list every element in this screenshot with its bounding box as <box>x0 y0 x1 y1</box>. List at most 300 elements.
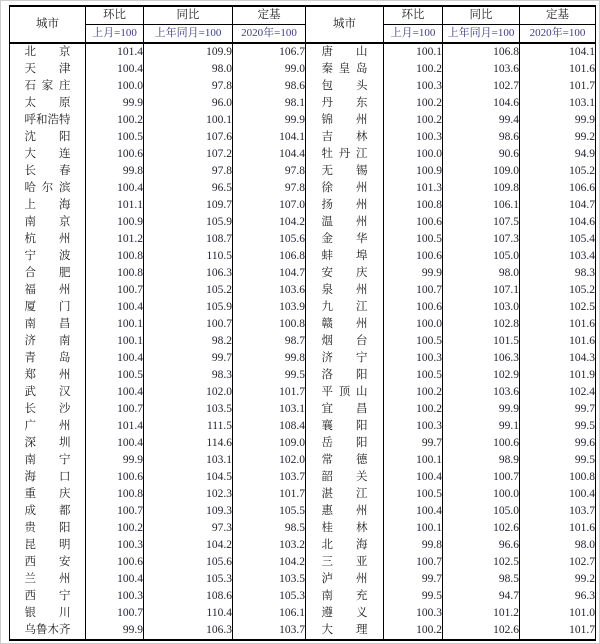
city-name <box>306 248 384 265</box>
index-value: 101.7 <box>520 622 596 640</box>
index-value: 105.5 <box>233 503 306 520</box>
city-name <box>10 367 86 384</box>
table-row <box>10 231 596 248</box>
city-name <box>10 248 86 265</box>
index-value: 103.1 <box>520 95 596 112</box>
city-name-text: 吉林 <box>321 131 368 143</box>
city-name <box>306 469 384 486</box>
city-name-text: 金华 <box>321 233 368 245</box>
index-value: 106.3 <box>144 622 233 640</box>
index-value: 105.2 <box>520 163 596 180</box>
city-name <box>10 43 86 61</box>
index-value: 107.6 <box>144 129 233 146</box>
table-row <box>10 299 596 316</box>
index-value: 102.3 <box>144 486 233 503</box>
header-mom-right: 环比 <box>384 6 443 25</box>
index-value: 105.6 <box>144 554 233 571</box>
index-value: 99.7 <box>384 571 443 588</box>
city-name-text: 宜昌 <box>321 403 368 415</box>
index-value: 109.3 <box>144 503 233 520</box>
index-value: 96.5 <box>144 180 233 197</box>
table-row <box>10 384 596 401</box>
index-value: 107.5 <box>443 214 520 231</box>
index-value: 101.4 <box>86 418 144 435</box>
index-value: 106.6 <box>520 180 596 197</box>
city-name <box>10 163 86 180</box>
index-value: 100.2 <box>384 61 443 78</box>
table-row <box>10 401 596 418</box>
index-value: 100.7 <box>86 401 144 418</box>
index-value: 99.9 <box>86 452 144 469</box>
index-value: 100.8 <box>233 316 306 333</box>
index-value: 100.6 <box>86 146 144 163</box>
city-name-text: 泉州 <box>321 284 368 296</box>
index-value: 99.9 <box>520 112 596 129</box>
index-value: 100.4 <box>86 299 144 316</box>
index-value: 100.8 <box>384 197 443 214</box>
index-value: 100.1 <box>86 316 144 333</box>
city-name <box>306 180 384 197</box>
index-value: 100.8 <box>520 469 596 486</box>
city-name <box>10 214 86 231</box>
index-value: 101.7 <box>233 486 306 503</box>
table-row <box>10 248 596 265</box>
index-value: 106.8 <box>443 43 520 61</box>
city-price-index-table <box>9 5 596 641</box>
index-value: 110.5 <box>144 248 233 265</box>
city-name <box>10 95 86 112</box>
city-name <box>10 333 86 350</box>
index-value: 98.5 <box>443 571 520 588</box>
index-value: 99.6 <box>520 435 596 452</box>
index-value: 106.3 <box>144 265 233 282</box>
city-name <box>306 418 384 435</box>
index-value: 100.6 <box>384 214 443 231</box>
index-value: 100.2 <box>384 401 443 418</box>
city-name <box>10 180 86 197</box>
city-name-text: 锦州 <box>321 114 368 126</box>
index-value: 102.0 <box>233 452 306 469</box>
index-value: 101.5 <box>443 333 520 350</box>
index-value: 104.6 <box>443 95 520 112</box>
index-value: 100.4 <box>86 350 144 367</box>
city-name <box>306 350 384 367</box>
city-name-text: 杭州 <box>24 233 71 245</box>
index-value: 103.7 <box>520 503 596 520</box>
index-value: 98.1 <box>233 95 306 112</box>
index-value: 106.7 <box>233 43 306 61</box>
city-name-text: 福州 <box>24 284 71 296</box>
city-name-text: 呼和浩特 <box>24 114 71 126</box>
table-row <box>10 571 596 588</box>
index-value: 99.5 <box>233 367 306 384</box>
index-value: 103.0 <box>443 299 520 316</box>
index-value: 104.6 <box>520 214 596 231</box>
index-value: 101.1 <box>86 197 144 214</box>
subheader-base-right: 2020年=100 <box>520 25 596 44</box>
index-value: 101.6 <box>520 520 596 537</box>
city-name-text: 牡丹江 <box>321 148 368 160</box>
index-value: 97.3 <box>144 520 233 537</box>
index-value: 110.4 <box>144 605 233 622</box>
index-value: 100.4 <box>86 571 144 588</box>
index-value: 102.5 <box>520 299 596 316</box>
index-value: 102.9 <box>443 367 520 384</box>
city-name <box>10 520 86 537</box>
city-name-text: 宁波 <box>24 250 71 262</box>
index-value: 98.3 <box>520 265 596 282</box>
index-value: 100.5 <box>384 486 443 503</box>
city-name-text: 温州 <box>321 216 368 228</box>
city-name <box>306 316 384 333</box>
index-value: 108.7 <box>144 231 233 248</box>
city-name <box>10 146 86 163</box>
index-value: 99.1 <box>443 418 520 435</box>
city-name-text: 九江 <box>321 301 368 313</box>
city-name-text: 成都 <box>24 505 71 517</box>
index-value: 101.6 <box>520 316 596 333</box>
city-name <box>306 384 384 401</box>
table-body <box>10 43 596 640</box>
city-name <box>10 418 86 435</box>
index-value: 100.0 <box>86 78 144 95</box>
index-value: 103.6 <box>233 282 306 299</box>
index-value: 104.1 <box>520 43 596 61</box>
city-name-text: 南充 <box>321 590 368 602</box>
index-value: 108.4 <box>233 418 306 435</box>
header-row-sub <box>10 25 596 44</box>
index-value: 103.1 <box>144 452 233 469</box>
index-value: 98.0 <box>144 61 233 78</box>
city-name-text: 安庆 <box>321 267 368 279</box>
index-value: 98.0 <box>443 265 520 282</box>
index-value: 100.6 <box>86 469 144 486</box>
header-row-main <box>10 6 596 25</box>
city-name <box>306 333 384 350</box>
index-value: 100.1 <box>144 112 233 129</box>
header-base-right: 定基 <box>520 6 596 25</box>
index-value: 102.5 <box>443 554 520 571</box>
city-name-text: 上海 <box>24 199 71 211</box>
table-row <box>10 350 596 367</box>
table-row <box>10 622 596 640</box>
subheader-mom-left: 上月=100 <box>86 25 144 44</box>
city-name-text: 遵义 <box>321 607 368 619</box>
header-mom-left: 环比 <box>86 6 144 25</box>
index-value: 99.9 <box>233 112 306 129</box>
city-name <box>306 146 384 163</box>
city-name-text: 惠州 <box>321 505 368 517</box>
index-value: 107.1 <box>443 282 520 299</box>
index-value: 105.2 <box>144 282 233 299</box>
city-name-text: 贵阳 <box>24 522 71 534</box>
index-value: 98.0 <box>520 537 596 554</box>
city-name-text: 包头 <box>321 80 368 92</box>
city-name-text: 广州 <box>24 420 71 432</box>
city-name-text: 扬州 <box>321 199 368 211</box>
index-value: 109.0 <box>233 435 306 452</box>
city-name <box>306 231 384 248</box>
city-name-text: 秦皇岛 <box>321 63 368 75</box>
city-name-text: 常德 <box>321 454 368 466</box>
index-value: 104.2 <box>233 554 306 571</box>
index-value: 103.6 <box>443 384 520 401</box>
index-value: 99.0 <box>233 61 306 78</box>
city-name <box>306 78 384 95</box>
index-value: 100.0 <box>443 486 520 503</box>
city-name-text: 唐山 <box>321 46 368 58</box>
index-value: 100.7 <box>86 503 144 520</box>
index-value: 98.9 <box>443 452 520 469</box>
index-value: 106.3 <box>443 350 520 367</box>
city-name-text: 昆明 <box>24 539 71 551</box>
index-value: 100.3 <box>384 129 443 146</box>
index-value: 100.4 <box>86 61 144 78</box>
index-value: 100.9 <box>86 214 144 231</box>
city-name <box>306 61 384 78</box>
city-name-text: 乌鲁木齐 <box>24 624 71 636</box>
city-name <box>10 554 86 571</box>
index-value: 99.7 <box>144 350 233 367</box>
index-value: 109.9 <box>144 43 233 61</box>
subheader-yoy-right: 上年同月=100 <box>443 25 520 44</box>
city-name <box>10 231 86 248</box>
index-value: 96.6 <box>443 537 520 554</box>
index-value: 99.5 <box>520 418 596 435</box>
index-value: 94.7 <box>443 588 520 605</box>
index-value: 105.4 <box>520 231 596 248</box>
index-value: 100.7 <box>86 282 144 299</box>
table-row <box>10 78 596 95</box>
index-value: 98.6 <box>443 129 520 146</box>
index-value: 100.5 <box>86 129 144 146</box>
table-row <box>10 265 596 282</box>
table-row <box>10 180 596 197</box>
table-row <box>10 435 596 452</box>
city-name-text: 南宁 <box>24 454 71 466</box>
index-value: 100.4 <box>384 469 443 486</box>
index-value: 105.9 <box>144 214 233 231</box>
index-value: 100.6 <box>384 299 443 316</box>
city-name-text: 南昌 <box>24 318 71 330</box>
city-name-text: 南京 <box>24 216 71 228</box>
index-value: 100.2 <box>384 384 443 401</box>
index-value: 100.4 <box>86 435 144 452</box>
index-value: 100.5 <box>384 231 443 248</box>
city-name <box>306 503 384 520</box>
index-value: 107.3 <box>443 231 520 248</box>
index-value: 103.7 <box>233 622 306 640</box>
table-row <box>10 61 596 78</box>
index-value: 109.0 <box>443 163 520 180</box>
index-value: 100.5 <box>86 367 144 384</box>
index-value: 105.0 <box>443 503 520 520</box>
index-value: 97.8 <box>233 180 306 197</box>
table-row <box>10 588 596 605</box>
city-name-text: 北京 <box>24 46 71 58</box>
index-value: 99.8 <box>86 163 144 180</box>
index-value: 94.9 <box>520 146 596 163</box>
city-name-text: 洛阳 <box>321 369 368 381</box>
city-name <box>306 112 384 129</box>
index-value: 100.6 <box>384 248 443 265</box>
city-name <box>10 265 86 282</box>
index-value: 96.3 <box>520 588 596 605</box>
city-name <box>306 452 384 469</box>
index-value: 99.8 <box>384 537 443 554</box>
table-row <box>10 537 596 554</box>
city-name <box>306 401 384 418</box>
table-row <box>10 469 596 486</box>
city-name <box>10 588 86 605</box>
index-value: 100.4 <box>384 503 443 520</box>
index-value: 100.3 <box>384 78 443 95</box>
city-name-text: 太原 <box>24 97 71 109</box>
city-name <box>306 197 384 214</box>
index-value: 99.4 <box>443 112 520 129</box>
index-value: 104.7 <box>520 197 596 214</box>
index-value: 100.7 <box>144 316 233 333</box>
city-name-text: 深圳 <box>24 437 71 449</box>
index-value: 102.8 <box>443 316 520 333</box>
city-name <box>10 622 86 640</box>
index-value: 106.1 <box>233 605 306 622</box>
city-name-text: 丹东 <box>321 97 368 109</box>
index-value: 101.6 <box>520 333 596 350</box>
index-value: 102.4 <box>520 384 596 401</box>
city-name-text: 西宁 <box>24 590 71 602</box>
index-value: 100.2 <box>86 520 144 537</box>
city-name-text: 厦门 <box>24 301 71 313</box>
index-value: 103.4 <box>520 248 596 265</box>
index-value: 99.7 <box>384 435 443 452</box>
table-header <box>10 6 596 43</box>
city-name <box>10 197 86 214</box>
index-value: 101.9 <box>520 367 596 384</box>
index-value: 105.0 <box>443 248 520 265</box>
index-value: 100.1 <box>86 333 144 350</box>
index-value: 100.2 <box>86 112 144 129</box>
index-value: 99.9 <box>86 95 144 112</box>
index-value: 106.1 <box>443 197 520 214</box>
index-value: 101.7 <box>520 78 596 95</box>
index-value: 100.5 <box>384 367 443 384</box>
city-name-text: 海口 <box>24 471 71 483</box>
index-value: 100.4 <box>86 180 144 197</box>
index-value: 100.3 <box>86 588 144 605</box>
index-value: 100.7 <box>443 469 520 486</box>
city-name <box>306 520 384 537</box>
index-value: 100.3 <box>384 605 443 622</box>
header-city-right: 城市 <box>306 6 384 43</box>
index-value: 100.4 <box>520 486 596 503</box>
header-yoy-left: 同比 <box>144 6 233 25</box>
city-name <box>10 452 86 469</box>
city-name <box>306 537 384 554</box>
city-name <box>10 486 86 503</box>
index-value: 98.6 <box>233 78 306 95</box>
table-row <box>10 503 596 520</box>
city-name-text: 泸州 <box>321 573 368 585</box>
city-name-text: 长沙 <box>24 403 71 415</box>
city-name-text: 岳阳 <box>321 437 368 449</box>
index-value: 101.7 <box>233 384 306 401</box>
city-name-text: 天津 <box>24 63 71 75</box>
table-row <box>10 554 596 571</box>
index-value: 104.2 <box>144 537 233 554</box>
city-name <box>306 43 384 61</box>
city-name <box>10 61 86 78</box>
index-value: 97.8 <box>144 163 233 180</box>
city-name <box>10 435 86 452</box>
city-name-text: 重庆 <box>24 488 71 500</box>
index-value: 100.0 <box>384 146 443 163</box>
city-name <box>10 299 86 316</box>
index-value: 105.3 <box>144 571 233 588</box>
city-name <box>10 78 86 95</box>
index-value: 100.2 <box>384 622 443 640</box>
index-value: 96.0 <box>144 95 233 112</box>
index-value: 100.1 <box>384 520 443 537</box>
city-name-text: 徐州 <box>321 182 368 194</box>
city-name <box>10 350 86 367</box>
index-value: 103.9 <box>233 299 306 316</box>
city-name <box>306 571 384 588</box>
table-row <box>10 112 596 129</box>
index-value: 107.2 <box>144 146 233 163</box>
index-value: 106.8 <box>233 248 306 265</box>
index-value: 103.7 <box>233 469 306 486</box>
city-name-text: 桂林 <box>321 522 368 534</box>
table-row <box>10 520 596 537</box>
index-value: 108.6 <box>144 588 233 605</box>
header-city-left: 城市 <box>36 18 59 30</box>
index-value: 100.2 <box>384 95 443 112</box>
city-name-text: 三亚 <box>321 556 368 568</box>
header-base-left: 定基 <box>233 6 306 25</box>
index-value: 98.3 <box>144 367 233 384</box>
table-row <box>10 282 596 299</box>
city-name-text: 无锡 <box>321 165 368 177</box>
table-row <box>10 146 596 163</box>
city-name-text: 湛江 <box>321 488 368 500</box>
subheader-base-left: 2020年=100 <box>233 25 306 44</box>
city-name <box>10 571 86 588</box>
city-name-text: 西安 <box>24 556 71 568</box>
index-value: 104.1 <box>233 129 306 146</box>
header-yoy-right: 同比 <box>443 6 520 25</box>
index-value: 99.2 <box>520 129 596 146</box>
city-name <box>306 95 384 112</box>
index-value: 102.0 <box>144 384 233 401</box>
index-value: 100.3 <box>384 350 443 367</box>
index-value: 99.8 <box>233 350 306 367</box>
index-value: 98.7 <box>233 333 306 350</box>
city-name-text: 石家庄 <box>24 80 71 92</box>
index-value: 99.9 <box>443 401 520 418</box>
city-name <box>306 588 384 605</box>
city-name <box>306 622 384 640</box>
city-name <box>306 435 384 452</box>
index-value: 101.4 <box>86 43 144 61</box>
table-row <box>10 43 596 61</box>
index-value: 98.2 <box>144 333 233 350</box>
index-value: 102.7 <box>520 554 596 571</box>
index-value: 99.5 <box>384 588 443 605</box>
index-value: 100.1 <box>384 452 443 469</box>
table-row <box>10 214 596 231</box>
index-value: 100.3 <box>86 537 144 554</box>
